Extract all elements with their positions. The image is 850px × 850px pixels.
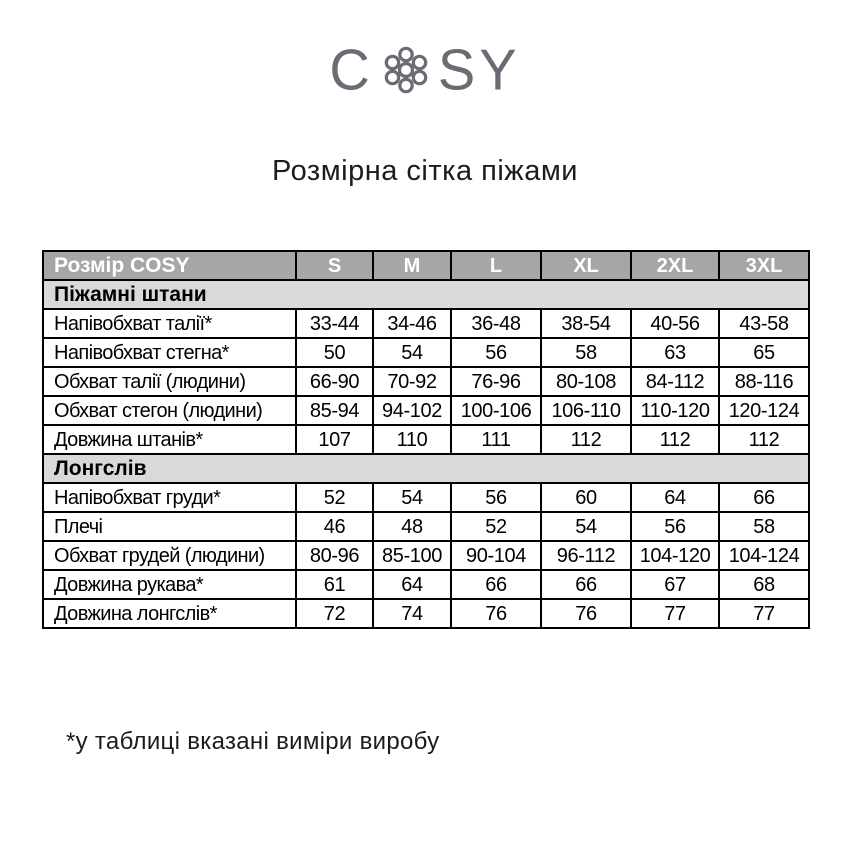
measurement-value: 52 bbox=[451, 512, 541, 541]
brand-logo bbox=[0, 37, 850, 102]
table-row bbox=[43, 599, 809, 628]
section-title: Лонгслів bbox=[43, 454, 809, 483]
measurement-value: 64 bbox=[631, 483, 719, 512]
measurement-label: Довжина рукава* bbox=[43, 570, 296, 599]
measurement-value: 36-48 bbox=[451, 309, 541, 338]
measurement-value: 84-112 bbox=[631, 367, 719, 396]
measurement-value: 65 bbox=[719, 338, 809, 367]
table-row bbox=[43, 425, 809, 454]
measurement-value: 66 bbox=[541, 570, 631, 599]
measurement-label: Довжина штанів* bbox=[43, 425, 296, 454]
header-size-3xl: 3XL bbox=[719, 251, 809, 280]
measurement-value: 88-116 bbox=[719, 367, 809, 396]
measurement-value: 110-120 bbox=[631, 396, 719, 425]
measurement-value: 56 bbox=[631, 512, 719, 541]
header-size-2xl: 2XL bbox=[631, 251, 719, 280]
table-row bbox=[43, 570, 809, 599]
measurement-value: 112 bbox=[541, 425, 631, 454]
measurement-value: 104-124 bbox=[719, 541, 809, 570]
table-row bbox=[43, 309, 809, 338]
section-row bbox=[43, 454, 809, 483]
measurement-value: 67 bbox=[631, 570, 719, 599]
measurement-value: 40-56 bbox=[631, 309, 719, 338]
measurement-value: 50 bbox=[296, 338, 373, 367]
header-size-xl: XL bbox=[541, 251, 631, 280]
measurement-value: 46 bbox=[296, 512, 373, 541]
measurement-value: 100-106 bbox=[451, 396, 541, 425]
measurement-value: 96-112 bbox=[541, 541, 631, 570]
logo-text-left: C bbox=[329, 37, 374, 102]
measurement-label: Обхват грудей (людини) bbox=[43, 541, 296, 570]
measurement-value: 68 bbox=[719, 570, 809, 599]
measurement-value: 58 bbox=[719, 512, 809, 541]
table-row bbox=[43, 338, 809, 367]
measurement-value: 76 bbox=[451, 599, 541, 628]
measurement-value: 94-102 bbox=[373, 396, 451, 425]
table-header-row bbox=[43, 251, 809, 280]
measurement-value: 61 bbox=[296, 570, 373, 599]
measurement-value: 76-96 bbox=[451, 367, 541, 396]
measurement-value: 38-54 bbox=[541, 309, 631, 338]
size-chart-table bbox=[42, 250, 810, 629]
measurement-value: 33-44 bbox=[296, 309, 373, 338]
measurement-value: 66 bbox=[719, 483, 809, 512]
measurement-label: Напівобхват талії* bbox=[43, 309, 296, 338]
measurement-value: 52 bbox=[296, 483, 373, 512]
measurement-label: Обхват талії (людини) bbox=[43, 367, 296, 396]
measurement-value: 60 bbox=[541, 483, 631, 512]
table-row bbox=[43, 541, 809, 570]
measurement-value: 64 bbox=[373, 570, 451, 599]
measurement-label: Напівобхват груди* bbox=[43, 483, 296, 512]
measurement-value: 110 bbox=[373, 425, 451, 454]
flower-icon bbox=[378, 44, 434, 96]
measurement-value: 43-58 bbox=[719, 309, 809, 338]
logo-text-right: SY bbox=[437, 37, 521, 102]
measurement-value: 120-124 bbox=[719, 396, 809, 425]
header-size-l: L bbox=[451, 251, 541, 280]
measurement-value: 54 bbox=[373, 483, 451, 512]
measurement-value: 54 bbox=[541, 512, 631, 541]
footnote-text: *у таблиці вказані виміри виробу bbox=[66, 728, 440, 755]
measurement-value: 70-92 bbox=[373, 367, 451, 396]
table-row bbox=[43, 367, 809, 396]
table-row bbox=[43, 396, 809, 425]
measurement-value: 106-110 bbox=[541, 396, 631, 425]
measurement-value: 76 bbox=[541, 599, 631, 628]
measurement-value: 66-90 bbox=[296, 367, 373, 396]
measurement-value: 107 bbox=[296, 425, 373, 454]
measurement-value: 54 bbox=[373, 338, 451, 367]
measurement-value: 74 bbox=[373, 599, 451, 628]
measurement-value: 48 bbox=[373, 512, 451, 541]
measurement-value: 85-100 bbox=[373, 541, 451, 570]
measurement-value: 85-94 bbox=[296, 396, 373, 425]
measurement-label: Обхват стегон (людини) bbox=[43, 396, 296, 425]
measurement-label: Напівобхват стегна* bbox=[43, 338, 296, 367]
measurement-label: Плечі bbox=[43, 512, 296, 541]
measurement-value: 72 bbox=[296, 599, 373, 628]
measurement-value: 80-108 bbox=[541, 367, 631, 396]
measurement-value: 56 bbox=[451, 338, 541, 367]
measurement-value: 77 bbox=[719, 599, 809, 628]
header-size-label: Розмір COSY bbox=[43, 251, 296, 280]
measurement-value: 56 bbox=[451, 483, 541, 512]
measurement-value: 90-104 bbox=[451, 541, 541, 570]
measurement-value: 111 bbox=[451, 425, 541, 454]
measurement-value: 112 bbox=[719, 425, 809, 454]
measurement-value: 112 bbox=[631, 425, 719, 454]
measurement-value: 80-96 bbox=[296, 541, 373, 570]
measurement-value: 77 bbox=[631, 599, 719, 628]
measurement-value: 104-120 bbox=[631, 541, 719, 570]
section-row bbox=[43, 280, 809, 309]
measurement-value: 58 bbox=[541, 338, 631, 367]
measurement-value: 66 bbox=[451, 570, 541, 599]
measurement-label: Довжина лонгслів* bbox=[43, 599, 296, 628]
page-title: Розмірна сітка піжами bbox=[272, 155, 578, 187]
table-row bbox=[43, 483, 809, 512]
measurement-value: 34-46 bbox=[373, 309, 451, 338]
header-size-m: M bbox=[373, 251, 451, 280]
measurement-value: 63 bbox=[631, 338, 719, 367]
table-row bbox=[43, 512, 809, 541]
header-size-s: S bbox=[296, 251, 373, 280]
section-title: Піжамні штани bbox=[43, 280, 809, 309]
